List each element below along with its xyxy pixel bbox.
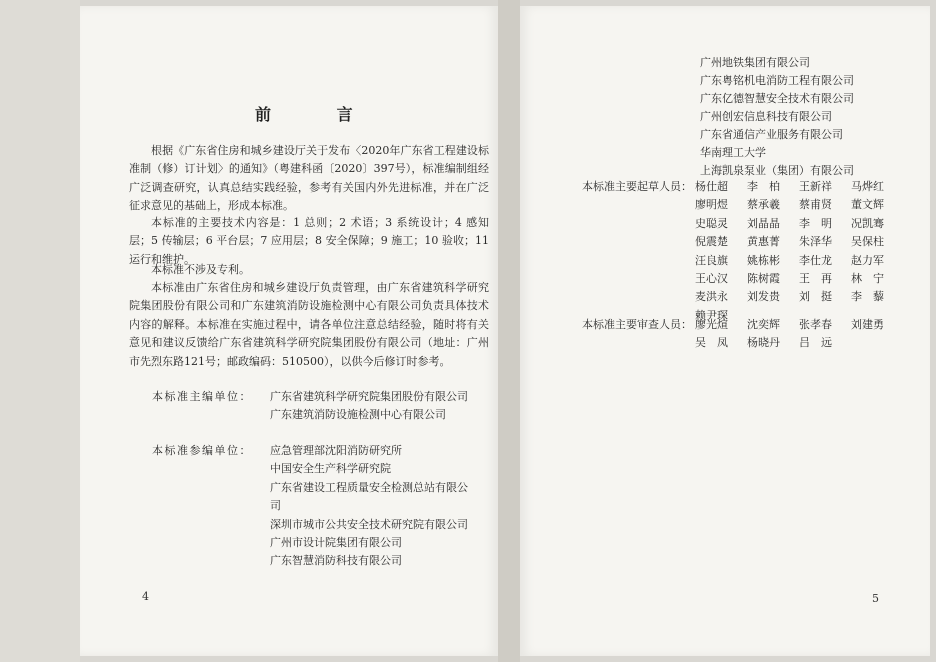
drafter-name: 蔡甫贤 — [799, 198, 832, 212]
participant-unit: 广东粤铭机电消防工程有限公司 — [700, 74, 854, 87]
preface-paragraph-3: 本标准不涉及专利。 — [151, 263, 250, 276]
participant-unit: 上海凯泉泵业（集团）有限公司 — [700, 164, 854, 177]
chief-label: 本标准主编单位： — [152, 390, 252, 403]
page-title: 前 言 — [255, 105, 383, 124]
drafter-name: 麦洪永 — [695, 290, 728, 304]
reviewer-name: 刘建勇 — [851, 318, 884, 331]
drafter-name: 倪震楚 — [695, 235, 728, 249]
reviewer-name: 杨晓丹 — [747, 336, 780, 350]
drafter-name: 吴保柱 — [851, 235, 884, 249]
book-gutter — [498, 0, 520, 662]
left-page — [80, 6, 498, 656]
drafter-name: 史聪灵 — [695, 216, 728, 230]
drafter-name: 林 宁 — [851, 272, 884, 286]
participant-unit: 广东亿德智慧安全技术有限公司 — [700, 92, 854, 105]
participant-unit: 应急管理部沈阳消防研究所 — [270, 444, 402, 457]
chief-editor-units — [152, 388, 470, 425]
drafter-name: 李 柏 — [747, 180, 780, 193]
page-number-left: 4 — [142, 590, 149, 603]
drafter-name: 李 明 — [799, 216, 832, 230]
drafter-name: 赖尹琛 — [695, 308, 728, 322]
participant-unit: 华南理工大学 — [700, 146, 766, 159]
drafter-name: 王 再 — [799, 272, 832, 286]
background-edge — [0, 0, 80, 662]
drafter-name: 刘晶晶 — [747, 216, 780, 230]
drafter-name: 李 藜 — [851, 290, 884, 304]
participant-unit: 广东省建设工程质量安全检测总站有限公司 — [270, 480, 468, 513]
drafter-name: 刘 挺 — [799, 290, 832, 304]
reviewers-grid — [695, 316, 903, 353]
drafter-name: 赵力军 — [851, 253, 884, 267]
participant-unit: 中国安全生产科学研究院 — [270, 462, 391, 476]
chief-unit-list — [270, 388, 470, 425]
drafters-section — [582, 178, 903, 325]
participant-unit: 深圳市城市公共安全技术研究院有限公司 — [270, 517, 468, 531]
right-page — [520, 6, 930, 656]
reviewer-name: 廖光煊 — [695, 318, 728, 331]
preface-paragraph-2: 本标准的主要技术内容是：1 总则；2 术语；3 系统设计；4 感知层；5 传输层；6 平台层；7 应用层；8 安全保障；9 施工；10 验收；11 运行和维护。 — [129, 216, 489, 266]
participant-label: 本标准参编单位： — [152, 444, 252, 457]
chief-unit: 广东建筑消防设施检测中心有限公司 — [270, 408, 446, 422]
drafter-name: 马烨红 — [851, 180, 884, 193]
participant-unit-list-continued — [700, 54, 854, 180]
drafter-name: 王心汉 — [695, 272, 728, 286]
drafter-name: 黄惠菁 — [747, 235, 780, 249]
drafters-label: 本标准主要起草人员： — [582, 180, 692, 193]
preface-paragraph-4: 本标准由广东省住房和城乡建设厅负责管理，由广东省建筑科学研究院集团股份有限公司和广东建筑消防设施检测中心有限公司负责具体技术内容的解释。本标准在实施过程中，请各单位注意总结经验，随时将有关意见和建议反馈给广东省建筑科学研究院集团股份有限公司（地址：广州市先烈东路121号；邮政编码：510500），以供今后修订时参考。 — [129, 281, 489, 368]
drafters-grid — [695, 178, 903, 325]
drafter-name: 汪良旗 — [695, 253, 728, 267]
reviewer-name: 吕 远 — [799, 336, 832, 350]
reviewer-name: 沈奕辉 — [747, 318, 780, 331]
reviewers-section — [582, 316, 903, 353]
drafter-name: 蔡承羲 — [747, 198, 780, 212]
drafter-name: 陈树霞 — [747, 272, 780, 286]
drafter-name: 廖明煜 — [695, 198, 728, 212]
drafter-name: 李仕龙 — [799, 253, 832, 267]
reviewers-label: 本标准主要审查人员： — [582, 318, 692, 331]
reviewer-name: 吴 凤 — [695, 336, 728, 350]
drafter-name: 姚栋彬 — [747, 253, 780, 267]
participant-unit: 广东省通信产业服务有限公司 — [700, 128, 843, 141]
chief-unit: 广东省建筑科学研究院集团股份有限公司 — [270, 390, 468, 403]
participant-unit: 广州创宏信息科技有限公司 — [700, 110, 832, 123]
participant-unit: 广州市设计院集团有限公司 — [270, 536, 402, 550]
drafter-name: 朱泽华 — [799, 235, 832, 249]
drafter-name: 刘发贵 — [747, 290, 780, 304]
participant-units — [152, 442, 470, 571]
drafter-name: 董文辉 — [851, 198, 884, 212]
drafter-name: 况凯骞 — [851, 216, 884, 230]
participant-unit: 广州地铁集团有限公司 — [700, 56, 810, 69]
reviewer-name: 张孝春 — [799, 318, 832, 331]
participant-unit-list — [270, 442, 470, 571]
participant-unit: 广东智慧消防科技有限公司 — [270, 554, 402, 568]
drafter-name: 杨仕超 — [695, 180, 728, 193]
page-number-right: 5 — [872, 592, 879, 605]
preface-paragraph-1: 根据《广东省住房和城乡建设厅关于发布〈2020年广东省工程建设标准制（修）订计划〉的通知》（粤建科函〔2020〕397号），标准编制组经广泛调查研究，认真总结实践经验，参考有关国内外先进标准，并在广泛征求意见的基础上，形成本标准。 — [129, 144, 489, 213]
drafter-name: 王新祥 — [799, 180, 832, 193]
